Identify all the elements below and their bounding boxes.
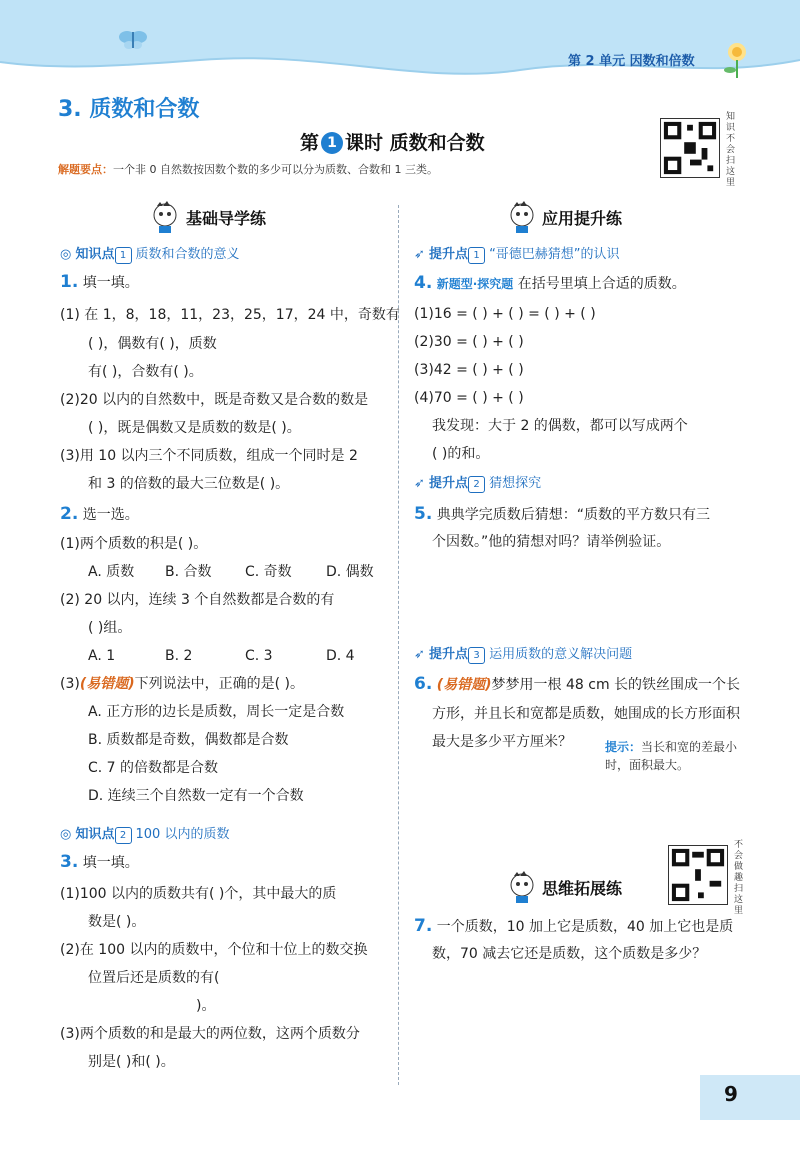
question-7: 7. 一个质数，10 加上它是质数，40 加上它也是质 bbox=[414, 916, 734, 936]
q2-option: A. 质数 bbox=[88, 564, 135, 580]
q4-line: 我发现：大于 2 的偶数，都可以写成两个 bbox=[432, 418, 688, 434]
question-4: 4. 新题型·探究题 在括号里填上合适的质数。 bbox=[414, 273, 686, 293]
q2-part-3: (3)(易错题)下列说法中，正确的是( )。 bbox=[60, 676, 305, 692]
section-title-extension: 思维拓展练 bbox=[542, 879, 623, 898]
q2-part-2: (2) 20 以内，连续 3 个自然数都是合数的有 bbox=[60, 592, 335, 608]
q4-line: (4)70 = ( ) + ( ) bbox=[414, 390, 524, 406]
knowledge-point-2: ◎ 知识点 2 100 以内的质数 bbox=[60, 827, 230, 842]
question-3: 3. 填一填。 bbox=[60, 852, 139, 872]
rocket-icon: ➶ bbox=[414, 476, 425, 491]
target-icon: ◎ bbox=[60, 247, 72, 262]
q4-line: (1)16 = ( ) + ( ) = ( ) + ( ) bbox=[414, 306, 596, 322]
q7-line: 数，70 减去它还是质数，这个质数是多少？ bbox=[432, 946, 707, 962]
section-title-application: 应用提升练 bbox=[542, 209, 623, 228]
q2-option: C. 7 的倍数都是合数 bbox=[88, 760, 219, 776]
q3-line: (2)在 100 以内的质数中，个位和十位上的数交换 bbox=[60, 942, 368, 958]
q6-line: 最大是多少平方厘米？ bbox=[432, 734, 572, 750]
improve-point-2: ➶ 提升点 2 猜想探究 bbox=[414, 476, 542, 491]
mascot-icon bbox=[505, 200, 539, 234]
q5-line: 个因数。”他的猜想对吗？请举例验证。 bbox=[432, 534, 671, 550]
q1-line: 和 3 的倍数的最大三位数是( )。 bbox=[88, 476, 290, 492]
q1-line: (1) 在 1，8，18，11，23，25，17，24 中，奇数有 bbox=[60, 307, 400, 323]
q1-line: ( )，既是偶数又是质数的数是( )。 bbox=[88, 420, 301, 436]
q1-line: (2)20 以内的自然数中，既是奇数又是合数的数是 bbox=[60, 392, 369, 408]
q4-line: (3)42 = ( ) + ( ) bbox=[414, 362, 524, 378]
question-6: 6. (易错题)梦梦用一根 48 cm 长的铁丝围成一个长 bbox=[414, 674, 741, 694]
target-icon: ◎ bbox=[60, 827, 72, 842]
q3-line: (3)两个质数的和是最大的两位数，这两个质数分 bbox=[60, 1026, 360, 1042]
q2-option: D. 连续三个自然数一定有一个合数 bbox=[88, 788, 304, 804]
tip-label: 解题要点： bbox=[58, 163, 113, 176]
q2-option: B. 质数都是奇数，偶数都是合数 bbox=[88, 732, 289, 748]
q2-option: A. 1 bbox=[88, 648, 116, 664]
hint-label: 提示： bbox=[605, 740, 642, 754]
tip-text: 一个非 0 自然数按因数个数的多少可以分为质数、合数和 1 三类。 bbox=[113, 163, 438, 176]
column-divider bbox=[398, 205, 399, 1085]
q2-option: B. 2 bbox=[165, 648, 193, 664]
q2-option: B. 合数 bbox=[165, 564, 212, 580]
q3-line: 别是( )和( )。 bbox=[88, 1054, 175, 1070]
knowledge-point-1: ◎ 知识点 1 质数和合数的意义 bbox=[60, 247, 240, 262]
q1-line: 有( )，合数有( )。 bbox=[88, 364, 203, 380]
q3-line: )。 bbox=[196, 998, 216, 1014]
solution-tip bbox=[58, 161, 438, 177]
q2-option: D. 4 bbox=[326, 648, 355, 664]
new-question-type-tag: 新题型·探究题 bbox=[436, 277, 514, 291]
error-prone-tag: (易错题) bbox=[79, 676, 135, 692]
q2-option: C. 奇数 bbox=[245, 564, 292, 580]
butterfly-icon bbox=[118, 28, 148, 50]
q1-line: ( )，偶数有( )，质数 bbox=[88, 336, 217, 352]
question-2: 2. 选一选。 bbox=[60, 504, 139, 524]
q2-option: D. 偶数 bbox=[326, 564, 374, 580]
q6-line: 方形，并且长和宽都是质数，她围成的长方形面积 bbox=[432, 706, 740, 722]
hint-text: 当长和宽的差最小时，面积最大。 bbox=[605, 740, 738, 772]
q2-option: C. 3 bbox=[245, 648, 273, 664]
q2-part-1: (1)两个质数的积是( )。 bbox=[60, 536, 208, 552]
question-5: 5. 典典学完质数后猜想：“质数的平方数只有三 bbox=[414, 504, 711, 524]
qr-code-icon[interactable] bbox=[668, 845, 728, 905]
rocket-icon: ➶ bbox=[414, 247, 425, 262]
improve-point-1: ➶ 提升点 1 “哥德巴赫猜想”的认识 bbox=[414, 247, 620, 262]
q2-part-2: ( )组。 bbox=[88, 620, 132, 636]
unit-title: 第 2 单元 因数和倍数 bbox=[568, 54, 695, 69]
improve-point-3: ➶ 提升点 3 运用质数的意义解决问题 bbox=[414, 647, 633, 662]
error-prone-tag: (易错题) bbox=[436, 677, 492, 693]
page-number: 9 bbox=[724, 1082, 738, 1106]
q1-line: (3)用 10 以内三个不同质数，组成一个同时是 2 bbox=[60, 448, 358, 464]
flower-icon bbox=[712, 34, 762, 80]
qr-caption: 知识不会扫这里 bbox=[726, 112, 736, 188]
q3-line: 数是( )。 bbox=[88, 914, 146, 930]
q4-line: (2)30 = ( ) + ( ) bbox=[414, 334, 524, 350]
section-title-basic: 基础导学练 bbox=[186, 209, 267, 228]
question-1: 1. 填一填。 bbox=[60, 272, 139, 292]
qr-caption: 不会做趣扫这里 bbox=[734, 840, 744, 916]
mascot-icon bbox=[505, 870, 539, 904]
class-title: 第 1 课时 质数和合数 bbox=[300, 132, 485, 154]
page-number-bar bbox=[700, 1075, 800, 1120]
q2-option: A. 正方形的边长是质数，周长一定是合数 bbox=[88, 704, 345, 720]
q3-line: (1)100 以内的质数共有( )个，其中最大的质 bbox=[60, 886, 337, 902]
rocket-icon: ➶ bbox=[414, 647, 425, 662]
q3-line: 位置后还是质数的有( bbox=[88, 970, 220, 986]
qr-code-icon[interactable] bbox=[660, 118, 720, 178]
lesson-title: 3. 质数和合数 bbox=[58, 97, 200, 122]
class-number-badge: 1 bbox=[321, 132, 343, 154]
hint-box bbox=[605, 738, 760, 774]
mascot-icon bbox=[148, 200, 182, 234]
q4-line: ( )的和。 bbox=[432, 446, 490, 462]
